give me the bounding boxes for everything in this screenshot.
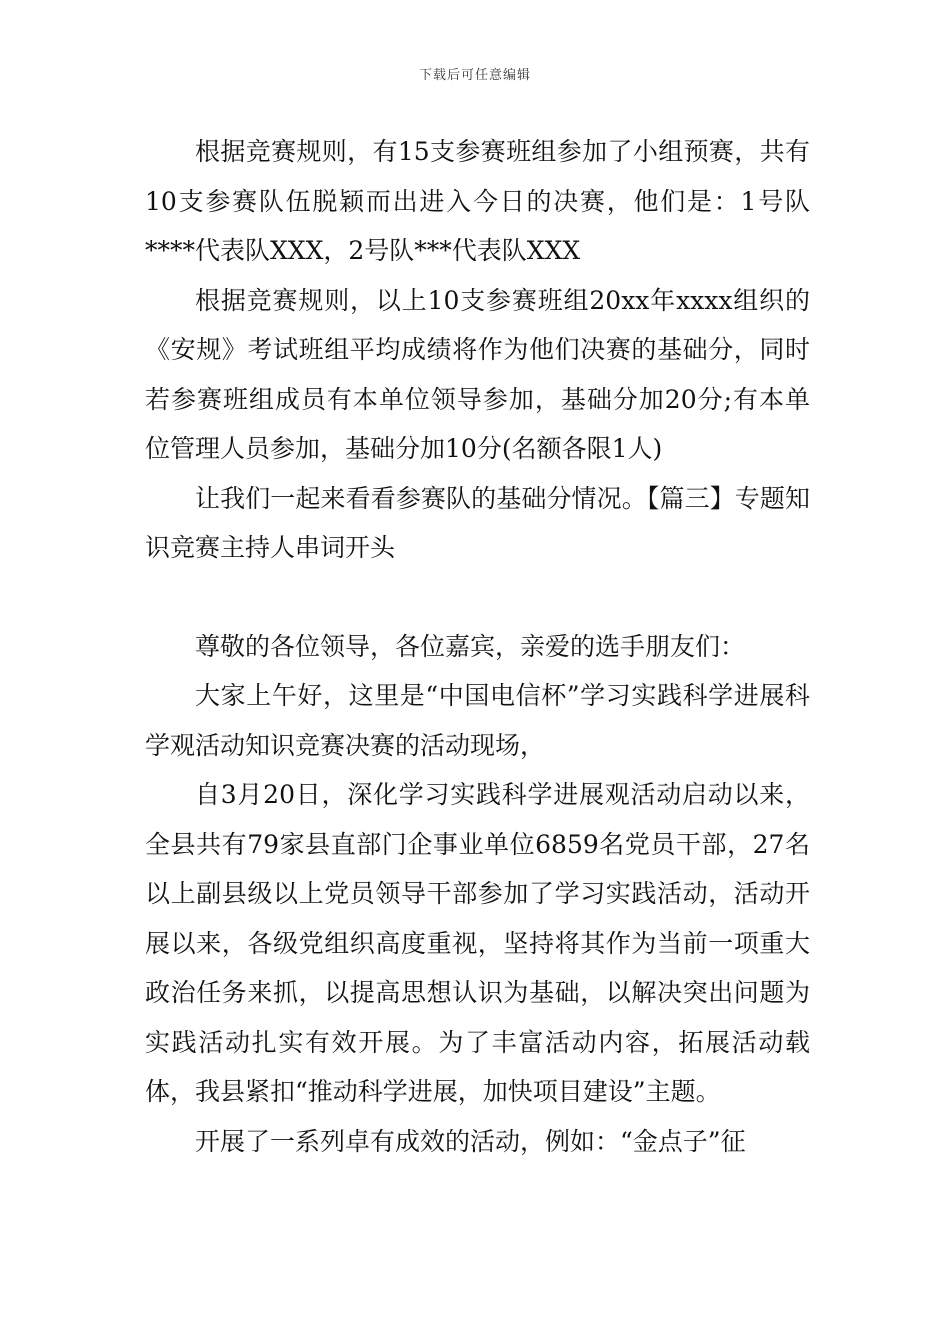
paragraph-7: 开展了一系列卓有成效的活动，例如：“金点子”征	[195, 1126, 746, 1156]
paragraph-2: 根据竞赛规则，以上10支参赛班组20xx年xxxx组织的《安规》考试班组平均成绩将作为他们决赛的基础分，同时若参赛班组成员有本单位领导参加，基础分加20分;有本单位管理人员参加，基础分加10分(名额各限1人)	[145, 285, 810, 463]
paragraph-1: 根据竞赛规则，有15支参赛班组参加了小组预赛，共有10支参赛队伍脱颖而出进入今日的决赛，他们是：1号队****代表队XXX，2号队***代表队XXX	[145, 137, 810, 265]
paragraph-4: 尊敬的各位领导，各位嘉宾，亲爱的选手朋友们：	[195, 631, 746, 661]
paragraph-gap	[145, 573, 810, 622]
paragraph-6: 自3月20日，深化学习实践科学进展观活动启动以来，全县共有79家县直部门企事业单位6859名党员干部，27名以上副县级以上党员领导干部参加了学习实践活动，活动开展以来，各级党组织高度重视，坚持将其作为当前一项重大政治任务来抓，以提高思想认识为基础，以解决突出问题为实践活动扎实有效开展。为了丰富活动内容，拓展活动载体，我县紧扣“推动科学进展，加快项目建设”主题。	[145, 780, 810, 1106]
paragraph-3: 让我们一起来看看参赛队的基础分情况。【篇三】专题知识竞赛主持人串词开头	[145, 483, 810, 562]
paragraph-5: 大家上午好，这里是“中国电信杯”学习实践科学进展科学观活动知识竞赛决赛的活动现场，	[145, 681, 810, 760]
page-header-note: 下载后可任意编辑	[418, 68, 531, 83]
document-body	[145, 127, 810, 1166]
